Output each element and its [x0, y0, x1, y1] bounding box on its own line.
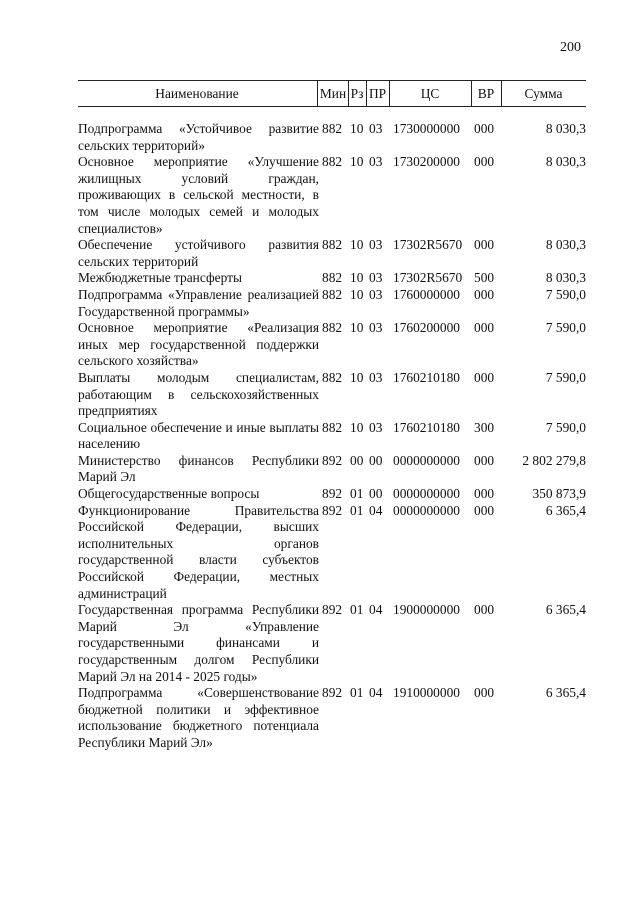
row-rz: 10 [350, 237, 364, 253]
row-min: 892 [322, 502, 343, 518]
row-sum: 6 365,4 [545, 502, 586, 518]
row-name: Подпрограмма «Устойчивое развитие сельских территорий» [78, 121, 319, 153]
row-pr: 03 [369, 320, 383, 336]
row-rz: 10 [350, 320, 364, 336]
table-row [78, 270, 586, 287]
row-vr: 000 [474, 237, 495, 253]
table-row [78, 237, 586, 270]
row-pr: 03 [369, 154, 383, 170]
row-cs: 1900000000 [393, 602, 460, 618]
row-sum: 7 590,0 [545, 369, 586, 385]
row-pr: 03 [369, 286, 383, 302]
row-min: 882 [322, 270, 343, 286]
row-sum: 7 590,0 [545, 320, 586, 336]
row-rz: 10 [350, 270, 364, 286]
row-cs: 1760000000 [393, 286, 460, 302]
row-pr: 03 [369, 121, 383, 136]
row-vr: 000 [474, 369, 495, 385]
row-vr: 000 [474, 154, 495, 170]
row-name: Общегосударственные вопросы [78, 486, 260, 502]
row-sum: 8 030,3 [545, 121, 586, 136]
table-row [78, 370, 586, 420]
row-rz: 01 [350, 502, 364, 518]
row-rz: 01 [350, 685, 364, 701]
table-row [78, 121, 586, 154]
table-row [78, 453, 586, 486]
row-sum: 8 030,3 [545, 154, 586, 170]
row-cs: 1760200000 [393, 320, 460, 336]
row-rz: 10 [350, 369, 364, 385]
row-min: 882 [322, 154, 343, 170]
row-name: Государственная программа Республики Марий Эл «Управление государственными финансами и государственным долгом Республики Марий Эл на 2014 - 2025 годы» [78, 602, 319, 684]
header-min: Мин [319, 86, 347, 101]
page-number: 200 [560, 40, 581, 55]
row-cs: 0000000000 [393, 502, 460, 518]
row-pr: 00 [369, 452, 383, 468]
row-rz: 10 [350, 121, 364, 136]
row-vr: 000 [474, 486, 495, 502]
row-min: 882 [322, 121, 343, 136]
table-row [78, 685, 586, 751]
row-name: Основное мероприятие «Реализация иных мер государственной поддержки сельского хозяйства» [78, 320, 319, 369]
row-cs: 1730000000 [393, 121, 460, 136]
row-pr: 04 [369, 502, 383, 518]
row-vr: 000 [474, 320, 495, 336]
row-cs: 1760210180 [393, 369, 460, 385]
row-cs: 1760210180 [393, 419, 460, 435]
table-row [78, 320, 586, 370]
row-vr: 000 [474, 685, 495, 701]
row-vr: 300 [474, 419, 495, 435]
table-row [78, 287, 586, 320]
row-name: Подпрограмма «Совершенствование бюджетной политики и эффективное использование бюджетного потенциала Республики Марий Эл» [78, 685, 319, 750]
row-pr: 03 [369, 369, 383, 385]
row-cs: 1910000000 [393, 685, 460, 701]
table-row [78, 503, 586, 603]
row-name: Министерство финансов Республики Марий Эл [78, 452, 319, 485]
table-body [78, 121, 586, 752]
row-sum: 8 030,3 [545, 270, 586, 286]
header-name: Наименование [155, 86, 239, 101]
row-cs: 17302R5670 [393, 270, 463, 286]
header-vr: ВР [477, 86, 495, 101]
row-pr: 03 [369, 270, 383, 286]
row-name: Подпрограмма «Управление реализацией Государственной программы» [78, 286, 319, 319]
row-sum: 6 365,4 [545, 602, 586, 618]
row-min: 892 [322, 602, 343, 618]
row-sum: 6 365,4 [545, 685, 586, 701]
row-cs: 0000000000 [393, 486, 460, 502]
row-vr: 000 [474, 452, 495, 468]
row-min: 882 [322, 320, 343, 336]
row-min: 892 [322, 685, 343, 701]
row-vr: 000 [474, 286, 495, 302]
row-cs: 0000000000 [393, 452, 460, 468]
row-rz: 01 [350, 486, 364, 502]
row-sum: 350 873,9 [532, 486, 586, 502]
row-sum: 8 030,3 [545, 237, 586, 253]
row-rz: 01 [350, 602, 364, 618]
row-min: 882 [322, 237, 343, 253]
header-pr: ПР [368, 86, 387, 101]
header-sum: Сумма [524, 86, 563, 101]
row-sum: 7 590,0 [545, 286, 586, 302]
row-cs: 17302R5670 [393, 237, 463, 253]
row-sum: 2 802 279,8 [522, 452, 586, 468]
row-cs: 1730200000 [393, 154, 460, 170]
row-vr: 500 [474, 270, 495, 286]
row-vr: 000 [474, 121, 495, 136]
row-pr: 03 [369, 419, 383, 435]
row-min: 882 [322, 286, 343, 302]
row-min: 882 [322, 369, 343, 385]
row-name: Выплаты молодым специалистам, работающим в сельскохозяйственных предприятиях [78, 369, 319, 419]
row-pr: 04 [369, 602, 383, 618]
row-vr: 000 [474, 602, 495, 618]
table-row [78, 486, 586, 503]
row-vr: 000 [474, 502, 495, 518]
row-min: 892 [322, 452, 343, 468]
row-sum: 7 590,0 [545, 419, 586, 435]
row-min: 892 [322, 486, 343, 502]
row-rz: 10 [350, 419, 364, 435]
row-name: Социальное обеспечение и иные выплаты населению [78, 419, 319, 452]
row-rz: 10 [350, 154, 364, 170]
row-name: Межбюджетные трансферты [78, 270, 242, 286]
table-row [78, 154, 586, 237]
table-row [78, 602, 586, 685]
row-name: Обеспечение устойчивого развития сельских территорий [78, 237, 319, 269]
row-rz: 10 [350, 286, 364, 302]
row-pr: 04 [369, 685, 383, 701]
table-row [78, 420, 586, 453]
table-header [78, 80, 586, 107]
row-pr: 03 [369, 237, 383, 253]
row-min: 882 [322, 419, 343, 435]
row-rz: 00 [350, 452, 364, 468]
header-rz: Рз [350, 86, 364, 101]
row-name: Основное мероприятие «Улучшение жилищных условий граждан, проживающих в сельской местности, в том числе молодых семей и молодых специалистов» [78, 154, 319, 236]
row-name: Функционирование Правительства Российской Федерации, высших исполнительных органов государственной власти субъектов Российской Федерации, местных администраций [78, 502, 319, 601]
row-pr: 00 [369, 486, 383, 502]
header-cs: ЦС [420, 86, 440, 101]
